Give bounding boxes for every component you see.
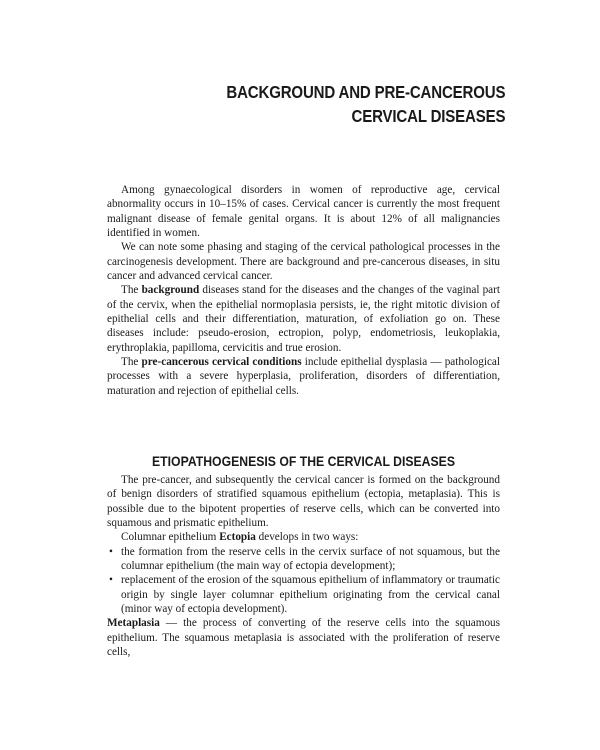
intro-section xyxy=(107,183,500,398)
background-paragraph: The background diseases stand for the diseases and the changes of the vaginal part of the cervix, when the epithelial normoplasia persists, ie, the right mitotic division of epithelial cells and their differentiation, maturation, of exfoliation go on. These diseases include: pseudo-erosion, ectropion, polyp, endometriosis, leukoplakia, erythroplakia, papilloma, cervicitis and true erosion. xyxy=(107,284,500,354)
etiopathogenesis-section xyxy=(107,473,500,659)
metaplasia-term: Metaplasia xyxy=(107,617,160,630)
ectopia-paragraph: Columnar epithelium Ectopia develops in two ways: xyxy=(121,531,359,544)
intro-paragraph-2: We can note some phasing and staging of the cervical pathological processes in the carcinogenesis development. There are background and pre-cancerous diseases, in situ cancer and advanced cervical cancer. xyxy=(107,241,500,283)
intro-paragraph-1: Among gynaecological disorders in women of reproductive age, cervical abnormality occurs in 10–15% of cases. Cervical cancer is currently the most frequent malignant disease of female genital organs. It is about 12% of all malignancies identified in women. xyxy=(107,184,500,240)
background-term: background xyxy=(141,284,200,297)
precancerous-term: pre-cancerous cervical conditions xyxy=(141,356,302,369)
list-item: • the formation from the reserve cells in the cervix surface of not squamous, but the columnar epithelium (the main way of ectopia development); xyxy=(107,545,500,574)
chapter-title-line-1: BACKGROUND AND PRE-CANCEROUS xyxy=(226,82,505,102)
etio-paragraph-1: The pre-cancer, and subsequently the cervical cancer is formed on the background of benign disorders of stratified squamous epithelium (ectopia, metaplasia). This is possible due to the bipotent properties of reserve cells, which can be converted into squamous and prismatic epithelium. xyxy=(107,474,500,530)
section-heading: ETIOPATHOGENESIS OF THE CERVICAL DISEASES xyxy=(152,454,455,469)
precancerous-paragraph: The pre-cancerous cervical conditions include epithelial dysplasia — pathological processes with a severe hyperplasia, proliferation, disorders of differentiation, maturation and rejection of epithelial cells. xyxy=(107,356,500,397)
chapter-title xyxy=(226,80,505,128)
list-item: • replacement of the erosion of the squamous epithelium of inflammatory or traumatic origin by single layer columnar epithelium originating from the cervical canal (minor way of ectopia development). xyxy=(107,573,500,616)
chapter-title-line-2: CERVICAL DISEASES xyxy=(351,106,505,126)
ectopia-term: Ectopia xyxy=(219,531,256,544)
metaplasia-paragraph: Metaplasia — the process of converting of the reserve cells into the squamous epithelium. The squamous metaplasia is associated with the proliferation of reserve cells, xyxy=(107,617,500,659)
ectopia-ways-list xyxy=(107,545,500,617)
